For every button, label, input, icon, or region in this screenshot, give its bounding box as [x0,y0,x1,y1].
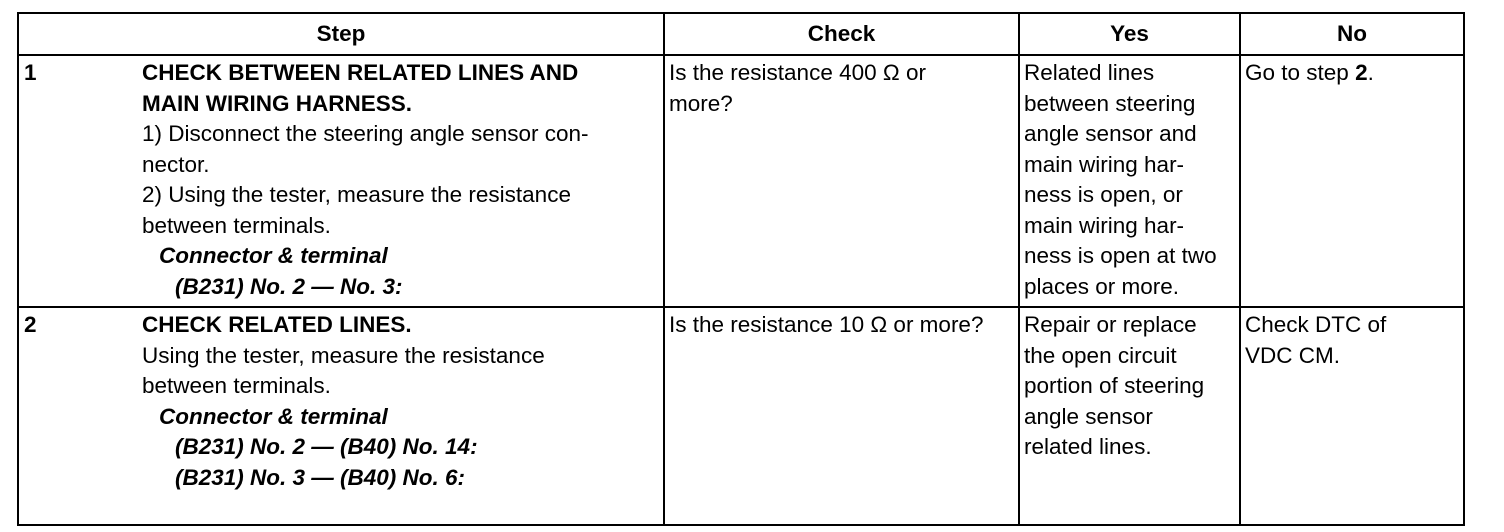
instruction-line: Using the tester, measure the resistance [142,342,545,368]
step-number: 2 [24,312,37,337]
yes-text: related lines. [1024,434,1152,459]
yes-text: portion of steering [1024,373,1205,398]
yes-text: Repair or replace [1024,312,1197,337]
check-text: Is the resistance 10 Ω or more? [669,312,984,337]
no-text-suffix: . [1367,60,1374,85]
yes-cell [1019,55,1240,307]
yes-text: the open circuit [1024,342,1177,368]
step-title: CHECK RELATED LINES. [142,312,412,337]
instruction-line: 1) Disconnect the steering angle sensor con- [142,121,589,146]
header-yes: Yes [1019,13,1240,55]
step-body [142,56,663,302]
instruction-line: nector. [142,151,210,177]
step-number: 1 [24,60,37,85]
step-cell [18,307,664,525]
connector-value: (B231) No. 3 — (B40) No. 6: [175,464,466,490]
yes-text: ness is open at two [1024,243,1217,268]
yes-text: between steering [1024,90,1196,116]
yes-text: main wiring har- [1024,151,1185,177]
yes-text: ness is open, or [1024,182,1183,207]
yes-text: angle sensor [1024,403,1153,429]
no-cell [1240,307,1464,525]
connector-value: (B231) No. 2 — No. 3: [175,273,403,299]
instruction-line: between terminals. [142,373,331,398]
yes-cell [1019,307,1240,525]
connector-label: Connector & terminal [159,243,388,268]
no-text: Go to step [1245,60,1356,85]
no-text: Check DTC of [1245,312,1387,337]
no-text: VDC CM. [1245,342,1340,368]
step-title: CHECK BETWEEN RELATED LINES AND [142,60,579,85]
check-cell [664,55,1019,307]
step-cell [18,55,664,307]
step-title: MAIN WIRING HARNESS. [142,90,412,116]
table-header-row [18,13,1464,55]
yes-text: Related lines [1024,60,1155,85]
connector-label: Connector & terminal [159,403,388,429]
diagnostic-table [17,12,1465,526]
check-cell [664,307,1019,525]
no-cell [1240,55,1464,307]
instruction-line: between terminals. [142,212,331,238]
header-check: Check [664,13,1019,55]
connector-value: (B231) No. 2 — (B40) No. 14: [175,434,478,459]
check-text: Is the resistance 400 Ω or [669,60,926,85]
table-row [18,55,1464,307]
header-step: Step [18,13,664,55]
yes-text: angle sensor and [1024,121,1197,146]
yes-text: main wiring har- [1024,212,1185,238]
instruction-line: 2) Using the tester, measure the resistance [142,182,571,207]
step-reference: 2 [1355,60,1368,85]
check-text: more? [669,90,733,116]
table-row [18,307,1464,525]
step-body [142,308,663,493]
header-no: No [1240,13,1464,55]
yes-text: places or more. [1024,273,1180,299]
